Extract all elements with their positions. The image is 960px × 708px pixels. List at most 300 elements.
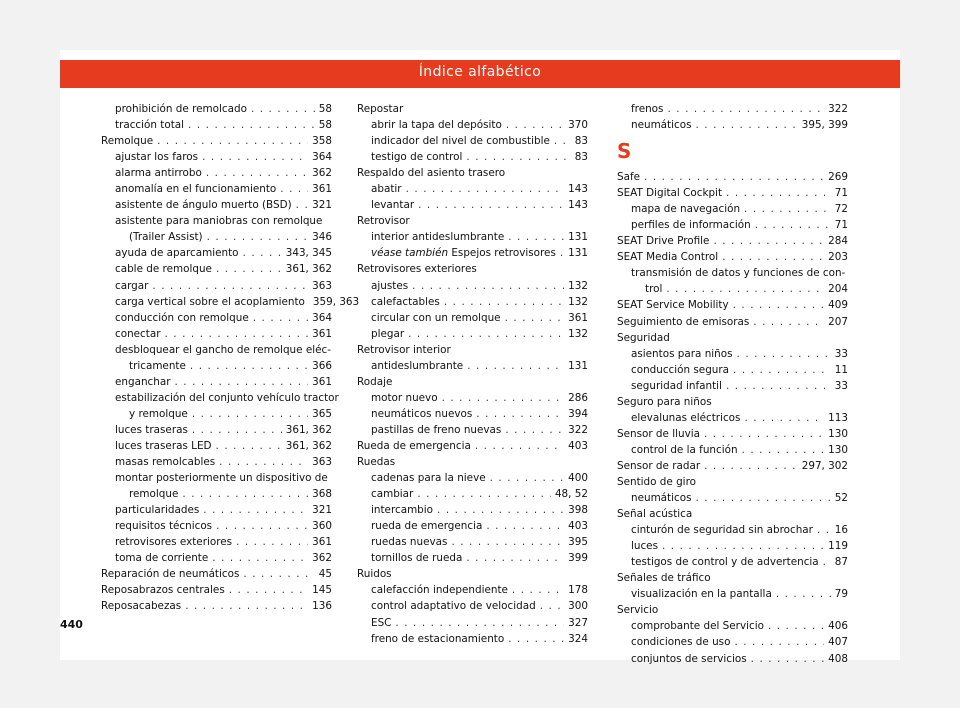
- entry-label: [101, 133, 153, 149]
- index-entry: [617, 265, 848, 281]
- entry-page-ref: 16: [834, 524, 848, 537]
- entry-label: [371, 502, 433, 518]
- entry-text: ajustar los faros: [115, 151, 199, 164]
- entry-page-ref: 269: [828, 171, 848, 184]
- entry-text: carga vertical sobre el acoplamiento: [115, 295, 305, 308]
- entry-page-ref: 321: [312, 504, 332, 517]
- entry-page-ref: 399: [568, 552, 588, 565]
- leader-dots: [713, 233, 824, 249]
- leader-dots: [560, 245, 564, 261]
- leader-dots: [157, 133, 308, 149]
- leader-dots: [412, 278, 564, 294]
- entry-label: [371, 197, 414, 213]
- entry-label: [371, 486, 413, 502]
- entry-text: ayuda de aparcamiento: [115, 247, 239, 260]
- entry-text: Remolque: [101, 135, 154, 148]
- entry-page-ref: 52: [834, 492, 848, 505]
- entry-page-ref: 346: [312, 231, 332, 244]
- entry-text: frenos: [631, 103, 664, 115]
- entry-label: [101, 598, 181, 614]
- index-entry: [617, 458, 848, 474]
- entry-text: asistente de ángulo muerto (BSD): [115, 199, 292, 212]
- entry-label: [631, 522, 813, 538]
- index-column-3-top: [617, 101, 848, 133]
- index-entry: [617, 169, 848, 185]
- entry-page-ref: 362: [312, 552, 332, 565]
- entry-text: conjuntos de servicios: [631, 652, 747, 665]
- entry-page-ref: 297, 302: [801, 459, 848, 472]
- leader-dots: [229, 582, 308, 598]
- index-entry: [617, 297, 848, 313]
- entry-text: masas remolcables: [115, 456, 216, 469]
- entry-label: [631, 634, 730, 650]
- index-entry: [617, 201, 848, 217]
- index-entry: [357, 454, 588, 470]
- index-entry: [101, 406, 332, 422]
- leader-dots: [490, 470, 565, 486]
- entry-label: [371, 534, 447, 550]
- entry-page-ref: 365: [312, 407, 332, 420]
- entry-text: Sensor de lluvia: [617, 427, 700, 440]
- entry-page-ref: 72: [834, 203, 848, 216]
- entry-label: [115, 310, 249, 326]
- entry-page-ref: 11: [834, 363, 848, 376]
- entry-page-ref: 398: [568, 504, 588, 517]
- leader-dots: [206, 165, 308, 181]
- entry-page-ref: 58: [318, 119, 332, 132]
- entry-page-ref: 360: [312, 520, 332, 533]
- entry-label: [129, 486, 178, 502]
- entry-page-ref: 364: [312, 151, 332, 164]
- leader-dots: [216, 518, 308, 534]
- entry-text: control de la función: [631, 443, 738, 456]
- entry-page-ref: 368: [312, 488, 332, 501]
- leader-dots: [251, 101, 315, 117]
- index-entry: [617, 634, 848, 650]
- index-column-3-entries: [617, 169, 848, 666]
- leader-dots: [243, 245, 282, 261]
- entry-page-ref: 361: [568, 311, 588, 324]
- index-entry: [101, 470, 332, 486]
- index-entry: [101, 390, 339, 406]
- entry-page-ref: 132: [568, 279, 588, 292]
- entry-label: [115, 550, 208, 566]
- leader-dots: [742, 442, 825, 458]
- entry-label: Servicio: [617, 604, 659, 617]
- index-entry: [101, 181, 332, 197]
- entry-text: indicador del nivel de combustible: [371, 135, 550, 148]
- index-entry: [357, 438, 588, 454]
- entry-label: [371, 518, 482, 534]
- index-entry: [101, 438, 332, 454]
- entry-page-ref: 370: [568, 119, 588, 132]
- entry-page-ref: 400: [568, 472, 588, 485]
- entry-page-ref: 403: [568, 520, 588, 533]
- entry-label: [115, 502, 199, 518]
- leader-dots: [192, 406, 308, 422]
- entry-text: neumáticos: [631, 119, 692, 132]
- entry-label: [617, 249, 718, 265]
- index-entry: [101, 261, 332, 277]
- leader-dots: [408, 326, 564, 342]
- leader-dots: [704, 426, 824, 442]
- entry-page-ref: 58: [318, 103, 332, 115]
- index-entry: [617, 474, 848, 490]
- leader-dots: [188, 117, 315, 133]
- index-entry: [101, 197, 332, 213]
- entry-label: [129, 358, 186, 374]
- leader-dots: [207, 229, 309, 245]
- entry-label: [631, 101, 663, 117]
- entry-text: Safe: [617, 171, 641, 184]
- index-entry: [357, 598, 588, 614]
- entry-label: [371, 181, 402, 197]
- entry-page-ref: 178: [568, 584, 588, 597]
- entry-page-ref: 119: [828, 540, 848, 553]
- leader-dots: [164, 326, 308, 342]
- entry-text: conducción segura: [631, 363, 730, 376]
- index-entry: [357, 229, 588, 245]
- entry-label: [371, 326, 404, 342]
- entry-label: [115, 438, 212, 454]
- index-entry: [357, 358, 588, 374]
- leader-dots: [444, 294, 564, 310]
- index-entry: [617, 586, 848, 602]
- leader-dots: [253, 310, 308, 326]
- index-entry: [357, 165, 588, 181]
- entry-label: desbloquear el gancho de remolque eléc-: [115, 343, 331, 356]
- entry-text: elevalunas eléctricos: [631, 411, 741, 424]
- entry-label: [371, 470, 486, 486]
- index-entry: [101, 518, 332, 534]
- index-entry: [357, 470, 588, 486]
- index-entry: [101, 213, 332, 229]
- index-page: [60, 50, 900, 665]
- leader-dots: [667, 101, 824, 117]
- entry-label: [371, 229, 504, 245]
- entry-label: [115, 422, 188, 438]
- entry-text: prohibición de remolcado: [115, 103, 247, 115]
- leader-dots: [540, 598, 564, 614]
- leader-dots: [704, 458, 798, 474]
- index-entry: [617, 217, 848, 233]
- index-entry: [357, 213, 588, 229]
- entry-page-ref: 361: [312, 183, 332, 196]
- entry-label: [371, 406, 472, 422]
- entry-label: [631, 362, 729, 378]
- leader-dots: [442, 390, 565, 406]
- index-entry: [617, 314, 848, 330]
- entry-text: SEAT Service Mobility: [617, 299, 729, 312]
- entry-page-ref: 83: [574, 151, 588, 164]
- index-entry: [101, 422, 332, 438]
- leader-dots: [280, 181, 308, 197]
- entry-page-ref: 361: [312, 327, 332, 340]
- index-entry: [357, 631, 588, 647]
- entry-label: [129, 229, 203, 245]
- entry-label: [129, 406, 188, 422]
- entry-label: [617, 314, 749, 330]
- entry-text: ESC: [371, 616, 392, 629]
- index-entry: [617, 233, 848, 249]
- index-entry: [357, 117, 588, 133]
- leader-dots: [751, 651, 825, 667]
- entry-text: luces: [631, 540, 658, 553]
- entry-label: Retrovisor: [357, 215, 410, 228]
- leader-dots: [152, 278, 308, 294]
- entry-label: Sentido de giro: [617, 475, 696, 488]
- index-entry: [617, 490, 848, 506]
- entry-label: [371, 582, 508, 598]
- entry-label: [371, 358, 463, 374]
- index-entry: [357, 261, 588, 277]
- index-entry: [101, 502, 332, 518]
- index-entry: [357, 149, 588, 165]
- entry-text: SEAT Digital Cockpit: [617, 187, 723, 200]
- entry-label: Señal acústica: [617, 508, 693, 521]
- entry-page-ref: 409: [828, 299, 848, 312]
- leader-dots: [182, 486, 308, 502]
- leader-dots: [190, 358, 308, 374]
- entry-text: ruedas nuevas: [371, 536, 448, 549]
- index-entry: [101, 149, 332, 165]
- index-entry: [617, 362, 848, 378]
- entry-label: [617, 297, 729, 313]
- leader-dots: [466, 149, 570, 165]
- entry-page-ref: 130: [828, 427, 848, 440]
- entry-text: neumáticos: [631, 492, 692, 505]
- index-entry: [617, 618, 848, 634]
- entry-text: testigos de control y de advertencia: [631, 556, 819, 569]
- page-title: Índice alfabético: [418, 64, 542, 80]
- entry-text: particularidades: [115, 504, 200, 517]
- entry-label: montar posteriormente un dispositivo de: [115, 472, 328, 485]
- entry-label: [371, 133, 550, 149]
- section-letter: S: [617, 139, 632, 164]
- entry-page-ref: 203: [828, 251, 848, 264]
- leader-dots: [236, 534, 308, 550]
- entry-label: Seguro para niños: [617, 395, 712, 408]
- index-entry: [617, 249, 848, 265]
- entry-page-ref: 83: [574, 135, 588, 148]
- entry-text: tornillos de rueda: [371, 552, 463, 565]
- entry-text: conectar: [115, 327, 161, 340]
- entry-page-ref: 408: [828, 652, 848, 665]
- entry-label: [631, 538, 658, 554]
- index-entry: [357, 326, 588, 342]
- entry-page-ref: 361: [312, 375, 332, 388]
- entry-label: [631, 378, 722, 394]
- entry-page-ref: 33: [834, 379, 848, 392]
- entry-text: asientos para niños: [631, 347, 733, 360]
- index-entry: [357, 133, 588, 149]
- entry-page-ref: 361, 362: [285, 263, 332, 276]
- entry-text: conducción con remolque: [115, 311, 249, 324]
- entry-text: Reparación de neumáticos: [101, 568, 240, 581]
- page-number: 440: [60, 618, 83, 631]
- leader-dots: [734, 634, 824, 650]
- entry-text: luces traseras: [115, 423, 188, 436]
- index-entry: [101, 165, 332, 181]
- entry-label: Ruidos: [357, 568, 392, 581]
- entry-label: [101, 582, 225, 598]
- entry-page-ref: 322: [828, 103, 848, 115]
- index-entry: [357, 294, 588, 310]
- leader-dots: [475, 438, 564, 454]
- entry-label: [115, 261, 212, 277]
- see-also-label: véase también: [371, 247, 449, 260]
- entry-text: comprobante del Servicio: [631, 620, 764, 633]
- entry-text: cargar: [115, 279, 149, 292]
- entry-page-ref: 327: [568, 616, 588, 629]
- index-entry: [357, 422, 588, 438]
- entry-page-ref: 403: [568, 439, 588, 452]
- entry-page-ref: 132: [568, 295, 588, 308]
- entry-text: perfiles de información: [631, 219, 751, 232]
- entry-label: [631, 117, 692, 133]
- leader-dots: [508, 631, 564, 647]
- entry-text: Seguimiento de emisoras: [617, 315, 750, 328]
- entry-text: SEAT Drive Profile: [617, 235, 710, 248]
- entry-label: Retrovisores exteriores: [357, 263, 477, 276]
- entry-text: Rueda de emergencia: [357, 439, 471, 452]
- entry-label: [371, 422, 501, 438]
- leader-dots: [395, 615, 564, 631]
- entry-text: enganchar: [115, 375, 171, 388]
- entry-page-ref: 407: [828, 636, 848, 649]
- entry-page-ref: 359, 363: [312, 295, 360, 308]
- entry-label: [371, 310, 501, 326]
- entry-text: rueda de emergencia: [371, 520, 483, 533]
- entry-text: circular con un remolque: [371, 311, 501, 324]
- entry-text: tricamente: [129, 359, 186, 372]
- entry-text: seguridad infantil: [631, 379, 722, 392]
- entry-label: Retrovisor interior: [357, 343, 451, 356]
- index-entry: [101, 133, 332, 149]
- entry-label: [631, 586, 772, 602]
- entry-page-ref: 71: [834, 187, 848, 200]
- leader-dots: [666, 281, 824, 297]
- index-entry: [617, 394, 848, 410]
- index-entry: [101, 534, 332, 550]
- index-entry: [617, 281, 848, 297]
- entry-page-ref: 132: [568, 327, 588, 340]
- entry-text: SEAT Media Control: [617, 251, 719, 264]
- entry-page-ref: 364: [312, 311, 332, 324]
- entry-page-ref: 394: [568, 407, 588, 420]
- index-entry: [617, 538, 848, 554]
- index-entry: [357, 566, 588, 582]
- index-entry: [101, 598, 332, 614]
- leader-dots: [823, 554, 831, 570]
- entry-text: tracción total: [115, 119, 185, 132]
- entry-text: plegar: [371, 327, 405, 340]
- entry-text: ajustes: [371, 279, 409, 292]
- entry-label: [115, 278, 148, 294]
- leader-dots: [744, 410, 824, 426]
- leader-dots: [219, 454, 308, 470]
- index-entry: [101, 117, 332, 133]
- entry-page-ref: 45: [318, 568, 332, 581]
- entry-label: transmisión de datos y funciones de con-: [631, 267, 846, 280]
- index-column-2: [357, 101, 588, 647]
- entry-label: [115, 245, 239, 261]
- index-entry: [357, 534, 588, 550]
- entry-label: [371, 550, 462, 566]
- entry-page-ref: 131: [568, 247, 588, 260]
- entry-label: [115, 101, 247, 117]
- index-entry: [357, 550, 588, 566]
- entry-page-ref: 395, 399: [801, 119, 848, 132]
- entry-label: [115, 197, 292, 213]
- entry-page-ref: 362: [312, 167, 332, 180]
- index-entry: [101, 454, 332, 470]
- entry-page-ref: 143: [568, 183, 588, 196]
- entry-label: [631, 442, 738, 458]
- index-entry: [357, 278, 588, 294]
- entry-label: [371, 278, 408, 294]
- entry-text: Sensor de radar: [617, 459, 701, 472]
- entry-page-ref: 286: [568, 391, 588, 404]
- entry-page-ref: 204: [828, 283, 848, 296]
- entry-label: [371, 294, 440, 310]
- entry-page-ref: 48, 52: [554, 488, 588, 501]
- index-entry: [617, 554, 848, 570]
- entry-label: [645, 281, 662, 297]
- entry-page-ref: 143: [568, 199, 588, 212]
- entry-page-ref: 284: [828, 235, 848, 248]
- entry-label: [631, 217, 751, 233]
- index-column-1: [101, 101, 360, 615]
- leader-dots: [212, 550, 308, 566]
- entry-label: [115, 181, 276, 197]
- entry-label: [115, 518, 212, 534]
- leader-dots: [406, 181, 565, 197]
- leader-dots: [508, 229, 564, 245]
- index-entry: [101, 374, 332, 390]
- page-header: [60, 60, 900, 88]
- index-entry: [101, 229, 332, 245]
- index-entry: [617, 378, 848, 394]
- leader-dots: [486, 518, 564, 534]
- index-entry: [357, 615, 588, 631]
- entry-label: [371, 598, 536, 614]
- entry-label: [631, 490, 692, 506]
- index-entry: [617, 330, 848, 346]
- leader-dots: [192, 422, 282, 438]
- entry-label: Repostar: [357, 103, 404, 115]
- entry-label: Señales de tráfico: [617, 572, 711, 585]
- entry-label: [115, 534, 232, 550]
- entry-page-ref: 363: [312, 456, 332, 469]
- leader-dots: [418, 197, 564, 213]
- leader-dots: [296, 197, 309, 213]
- index-entry: [357, 390, 588, 406]
- index-entry: [101, 245, 332, 261]
- index-entry: [101, 294, 360, 310]
- entry-page-ref: 361: [312, 536, 332, 549]
- entry-label: Respaldo del asiento trasero: [357, 167, 506, 180]
- index-entry: [101, 101, 332, 117]
- leader-dots: [753, 314, 824, 330]
- entry-label: Ruedas: [357, 456, 396, 469]
- index-entry: [357, 502, 588, 518]
- entry-text: levantar: [371, 199, 415, 212]
- entry-label: [631, 346, 733, 362]
- entry-label: [631, 201, 740, 217]
- entry-label: [115, 374, 170, 390]
- entry-text: cable de remolque: [115, 263, 212, 276]
